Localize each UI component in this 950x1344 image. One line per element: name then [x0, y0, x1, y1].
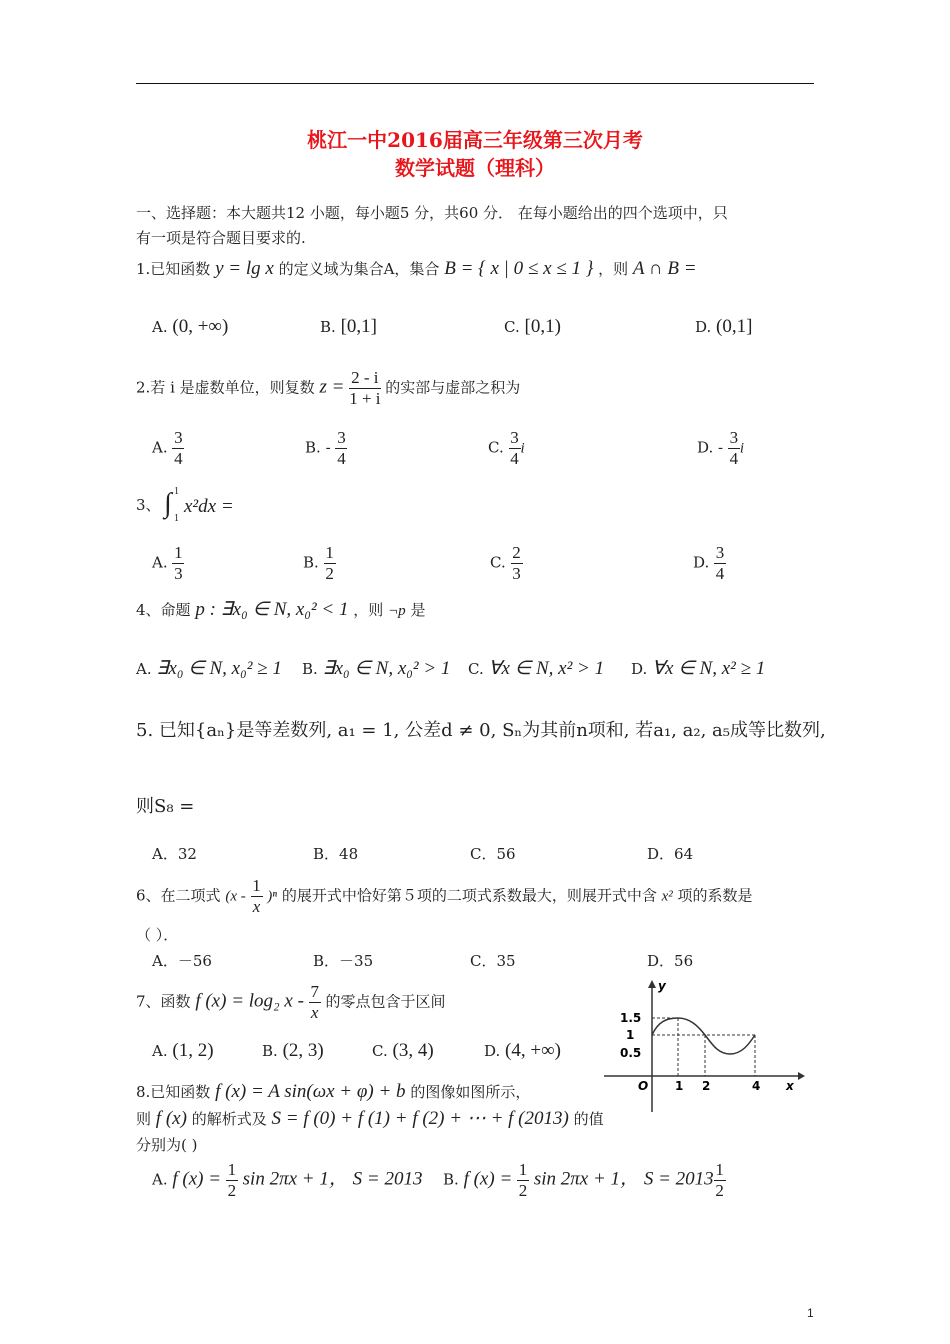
q2-option-d[interactable]: D. - $\frac{3}{4}$ i: [697, 428, 745, 468]
q4-stem: 4、命题 p : ∃x₀ ∈ N, x₀² < 1 ，则 ¬p 是: [136, 599, 426, 620]
q2-option-a[interactable]: A. $\frac{3}{4}$: [152, 428, 183, 468]
q1-function: y = lg x: [215, 258, 274, 279]
y-axis-label: y: [658, 979, 666, 993]
q1-option-c[interactable]: C. [0,1): [504, 316, 561, 337]
q3-integral: ∫ 1 1 x²dx =: [164, 486, 234, 524]
q1-stem-text-3: ，则: [598, 260, 629, 278]
q7-stem: 7、函数 f (x) = log₂ x - $\frac{7}{x}$ 的零点包含于区间: [136, 982, 446, 1022]
q4-option-d[interactable]: D. ∀x ∈ N, x² ≥ 1: [631, 658, 766, 679]
q5-option-a[interactable]: A．32: [152, 845, 197, 863]
x-axis-arrow: [798, 1072, 805, 1080]
q6-option-c[interactable]: C．35: [470, 952, 516, 970]
q6-option-b[interactable]: B．－35: [313, 952, 374, 970]
q2-stem: 2.若 i 是虚数单位，则复数 z = $\frac{2 - i}{1 + i}$ 的实部与虚部之积为: [136, 368, 521, 408]
q5-stem-line2: 则S₈ =: [136, 796, 195, 817]
origin-label: O: [638, 1079, 649, 1093]
sine-curve: [652, 1018, 755, 1054]
q5-stem-line1: 5. 已知{aₙ}是等差数列, a₁ = 1, 公差d ≠ 0, Sₙ为其前n项和, 若a₁, a₂, a₅成等比数列,: [136, 720, 826, 741]
q8-stem-line3: 分别为( ): [136, 1136, 198, 1154]
x-axis-label: x: [786, 1079, 794, 1093]
q4-option-a[interactable]: A. ∃x₀ ∈ N, x₀² ≥ 1: [136, 658, 282, 679]
header-rule: [136, 83, 814, 84]
q1-stem-text-2: 的定义域为集合A，集合: [278, 260, 440, 278]
exam-subtitle: 数学试题（理科）: [395, 156, 555, 180]
q5-option-c[interactable]: C．56: [470, 845, 516, 863]
q2-fraction: $\frac{2 - i}{1 + i}$: [349, 368, 381, 408]
q8-option-b[interactable]: B. f (x) = $\frac{1}{2}$ sin 2πx + 1， S = 2013 $\frac{1}{2}$: [443, 1160, 724, 1200]
q1-question: A ∩ B =: [632, 258, 697, 279]
q6-fraction: $\frac{1}{x}$: [252, 876, 261, 916]
section-instructions-line1: 一、选择题：本大题共12 小题，每小题5 分，共60 分． 在每小题给出的四个选项中，只: [136, 204, 728, 222]
q3-option-c[interactable]: C. $\frac{2}{3}$: [490, 543, 521, 583]
q8-stem-line2: 则 f (x) 的解析式及 S = f (0) + f (1) + f (2) + ⋯ + f (2013) 的值: [136, 1108, 604, 1129]
q1-set-b: B = { x | 0 ≤ x ≤ 1 }: [444, 258, 594, 279]
q1-option-b[interactable]: B. [0,1]: [320, 316, 377, 337]
exam-title: 桃江一中2016届高三年级第三次月考: [307, 128, 643, 152]
q7-fraction: $\frac{7}{x}$: [310, 982, 319, 1022]
y-tick-0-5: 0.5: [620, 1046, 642, 1060]
y-tick-1-5: 1.5: [620, 1011, 642, 1025]
q1-stem-text: 1.已知函数: [136, 260, 211, 278]
q6-stem: 6、在二项式 (x - $\frac{1}{x}$ )ⁿ 的展开式中恰好第５项的二项式系数最大，则展开式中含 x² 项的系数是: [136, 876, 753, 916]
q1-option-d[interactable]: D. (0,1]: [695, 316, 753, 337]
q8-stem-line1: 8.已知函数 f (x) = A sin(ωx + φ) + b 的图像如图所示，: [136, 1081, 531, 1102]
q6-option-d[interactable]: D．56: [647, 952, 694, 970]
y-axis-arrow: [648, 980, 656, 988]
q7-option-c[interactable]: C. (3, 4): [372, 1040, 434, 1061]
q1-option-a[interactable]: A. (0, +∞): [152, 316, 229, 337]
q4-option-b[interactable]: B. ∃x₀ ∈ N, x₀² > 1: [302, 658, 451, 679]
x-tick-2: 2: [702, 1079, 711, 1093]
q3-stem: 3、: [136, 496, 161, 514]
q8-function-graph: [600, 978, 805, 1116]
q3-option-d[interactable]: D. $\frac{3}{4}$: [693, 543, 725, 583]
q3-option-a[interactable]: A. $\frac{1}{3}$: [152, 543, 183, 583]
section-instructions-line2: 有一项是符合题目要求的.: [136, 229, 306, 247]
q4-option-c[interactable]: C. ∀x ∈ N, x² > 1: [468, 658, 605, 679]
y-tick-1: 1: [626, 1028, 635, 1042]
q7-option-b[interactable]: B. (2, 3): [262, 1040, 324, 1061]
q2-option-b[interactable]: B. - $\frac{3}{4}$: [305, 428, 346, 468]
q7-option-a[interactable]: A. (1, 2): [152, 1040, 214, 1061]
q8-option-a[interactable]: A. f (x) = $\frac{1}{2}$ sin 2πx + 1， S = 2013: [152, 1160, 423, 1200]
q7-option-d[interactable]: D. (4, +∞): [484, 1040, 561, 1061]
page-number: 1: [807, 1306, 814, 1320]
x-tick-1: 1: [675, 1079, 684, 1093]
q6-answer-blank: （ ）．: [136, 926, 179, 944]
q6-option-a[interactable]: A．－56: [152, 952, 212, 970]
x-tick-4: 4: [752, 1079, 761, 1093]
q2-option-c[interactable]: C. $\frac{3}{4}$ i: [488, 428, 525, 468]
q3-option-b[interactable]: B. $\frac{1}{2}$: [303, 543, 334, 583]
q5-option-b[interactable]: B．48: [313, 845, 359, 863]
q5-option-d[interactable]: D．64: [647, 845, 694, 863]
q1-stem: [136, 258, 697, 280]
